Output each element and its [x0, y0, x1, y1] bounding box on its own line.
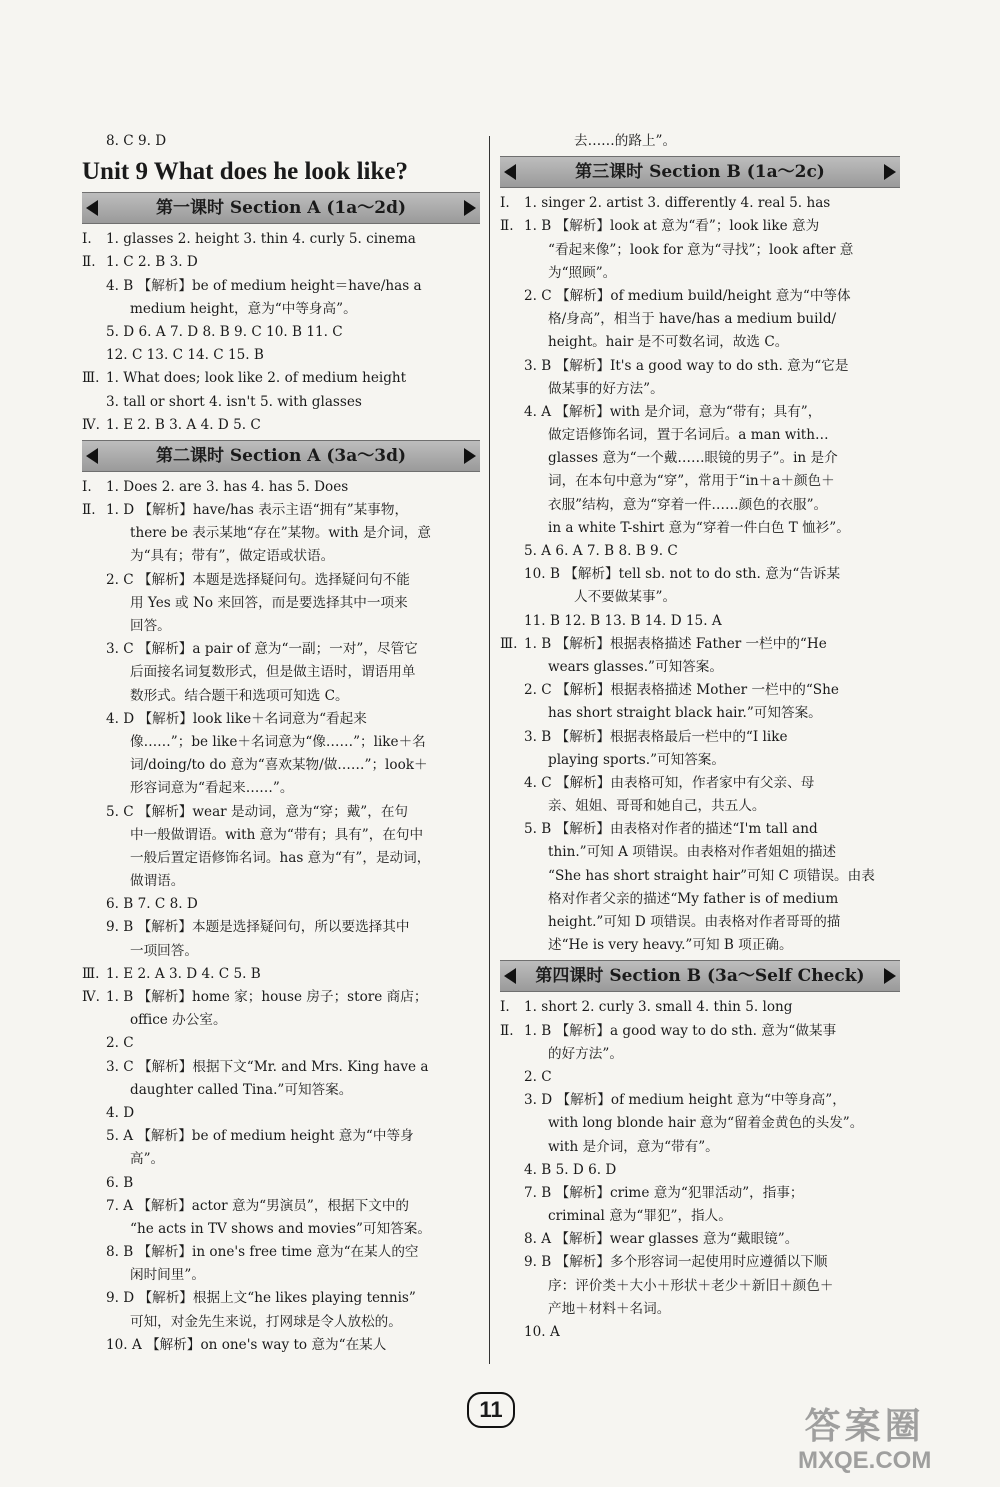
answer-line: 4. B 5. D 6. D [524, 1161, 617, 1178]
answer-line: in a white T-shirt 意为“穿着一件白色 T 恤衫”。 [548, 519, 850, 536]
answer-line: 2. C 【解析】根据表格描述 Mother 一栏中的“She [524, 682, 839, 699]
watermark-url: MXQE.COM [798, 1447, 932, 1474]
answer-line: 述“He is very heavy.”可知 B 项正确。 [548, 937, 793, 954]
answer-line: 2. C [106, 1035, 134, 1052]
answer-line: criminal 意为“罪犯”，指人。 [548, 1208, 732, 1225]
arrow-left-icon [504, 164, 516, 180]
answer-line: height.”可知 D 项错误。由表格对作者哥哥的描 [548, 914, 841, 930]
lesson-banner-label: 第二课时 Section A (3a～3d) [155, 445, 407, 466]
answer-line: 做谓语。 [130, 873, 185, 890]
answer-line: 词/doing/to do 意为“喜欢某物/做……”；look＋ [130, 757, 428, 774]
answer-line: 4. D [106, 1104, 135, 1121]
answer-line: with 是介词，意为“带有”。 [548, 1138, 719, 1155]
section-marker: Ⅰ. [82, 231, 92, 248]
answer-line: thin.”可知 A 项错误。由表格对作者姐姐的描述 [548, 844, 837, 861]
answer-line: “he acts in TV shows and movies”可知答案。 [130, 1220, 431, 1237]
answer-line: Ⅱ. 1. C 2. B 3. D [82, 251, 480, 274]
watermark-logo-text: 答案圈 [804, 1405, 925, 1446]
answer-line: 5. A 【解析】be of medium height 意为“中等身 [106, 1128, 414, 1145]
answer-line: Ⅲ. 1. What does; look like 2. of medium height [82, 367, 480, 390]
answer-line: Ⅳ. 1. B 【解析】home 家；house 房子；store 商店； [82, 986, 480, 1009]
lesson-banner-label: 第四课时 Section B (3a～Self Check) [535, 966, 865, 987]
right-column [500, 130, 900, 1344]
section-marker: Ⅲ. [82, 370, 100, 387]
answer-line: 衣服”结构，意为“穿着一件……颜色的衣服”。 [548, 496, 828, 513]
answer-line: 用 Yes 或 No 来回答，而是要选择其中一项来 [130, 594, 408, 611]
answer-line: office 办公室。 [130, 1012, 227, 1029]
answer-line: 8. A 【解析】wear glasses 意为“戴眼镜”。 [524, 1231, 799, 1248]
section-marker: Ⅱ. [82, 502, 96, 519]
answer-line: 5. D 6. A 7. D 8. B 9. C 10. B 11. C [106, 323, 343, 340]
section-marker: Ⅳ. [82, 416, 100, 433]
answer-line: 3. B 【解析】根据表格最后一栏中的“I like [524, 728, 788, 745]
answer-line: 7. B 【解析】crime 意为“犯罪活动”，指事； [524, 1184, 804, 1201]
answer-line: 中一般做谓语。with 意为“带有；具有”，在句中 [130, 826, 424, 843]
answer-line: 做某事的好方法”。 [548, 380, 664, 397]
lesson-banner-label: 第三课时 Section B (1a～2c) [575, 162, 825, 183]
answer-line: 9. B 【解析】本题是选择疑问句，所以要选择其中 [106, 919, 410, 936]
section-marker: Ⅱ. [82, 254, 96, 271]
answer-line: Ⅱ. 1. D 【解析】have/has 表示主语“拥有”某事物， [82, 499, 480, 522]
answer-line: 高”。 [130, 1151, 165, 1168]
answer-line: 3. C 【解析】a pair of 意为“一副；一对”，尽管它 [106, 641, 418, 658]
section-marker: Ⅰ. [500, 999, 510, 1016]
answer-line: 6. B 7. C 8. D [106, 896, 198, 913]
section-marker: Ⅲ. [82, 965, 100, 982]
answer-line: 4. D 【解析】look like＋名词意为“看起来 [106, 710, 367, 727]
answer-line: 8. B 【解析】in one's free time 意为“在某人的空 [106, 1244, 419, 1261]
answer-line: 5. A 6. A 7. B 8. B 9. C [524, 543, 678, 559]
answer-line: there be 表示某地“存在”某物。with 是介词，意 [130, 525, 431, 542]
answer-line: has short straight black hair.”可知答案。 [548, 705, 822, 722]
answer-line: 5. B 【解析】由表格对作者的描述“I'm tall and [524, 821, 818, 838]
answer-line: Ⅲ. 1. B 【解析】根据表格描述 Father 一栏中的“He [500, 633, 900, 656]
lesson-banner-3 [500, 156, 900, 188]
answer-line: Ⅱ. 1. B 【解析】look at 意为“看”；look like 意为 [500, 215, 900, 238]
column-divider [489, 136, 490, 1364]
answer-line: Ⅰ. 1. singer 2. artist 3. differently 4. real 5. has [500, 192, 900, 215]
section-marker: Ⅲ. [500, 635, 518, 652]
answer-line: 做定语修饰名词，置于名词后。a man with… [548, 427, 829, 444]
answer-line: 2. C 【解析】本题是选择疑问句。选择疑问句不能 [106, 571, 410, 588]
answer-line: 一项回答。 [130, 942, 198, 959]
answer-line: “She has short straight hair”可知 C 项错误。由表 [548, 867, 875, 884]
answer-line: 10. B 【解析】tell sb. not to do sth. 意为“告诉某 [524, 566, 841, 583]
answer-line: 3. C 【解析】根据下文“Mr. and Mrs. King have a [106, 1058, 429, 1075]
answer-line: Ⅱ. 1. B 【解析】a good way to do sth. 意为“做某事 [500, 1020, 900, 1043]
arrow-left-icon [86, 448, 98, 464]
section-marker: Ⅱ. [500, 218, 514, 235]
answer-line: 4. B 【解析】be of medium height＝have/has a [106, 277, 422, 294]
answer-line: 3. D 【解析】of medium height 意为“中等身高”， [524, 1092, 846, 1109]
answer-line: 后面接名词复数形式，但是做主语时，谓语用单 [130, 664, 416, 681]
arrow-right-icon [464, 448, 476, 464]
answer-line: 9. D 【解析】根据上文“he likes playing tennis” [106, 1290, 416, 1307]
answer-line: 序：评价类＋大小＋形状＋老少＋新旧＋颜色＋ [548, 1277, 834, 1294]
arrow-left-icon [86, 200, 98, 216]
answer-line: 闲时间里”。 [130, 1267, 205, 1284]
answer-line: 2. C 【解析】of medium build/height 意为“中等体 [524, 287, 851, 304]
answer-line: 7. A 【解析】actor 意为“男演员”，根据下文中的 [106, 1197, 410, 1214]
answer-line: 人不要做某事”。 [574, 589, 677, 606]
answer-line: Ⅰ. 1. Does 2. are 3. has 4. has 5. Does [82, 476, 480, 499]
answer-line: 像……”；be like＋名词意为“像……”；like＋名 [130, 733, 426, 750]
answer-line: playing sports.”可知答案。 [548, 751, 725, 768]
answer-line: Ⅲ. 1. E 2. A 3. D 4. C 5. B [82, 963, 480, 986]
arrow-right-icon [884, 968, 896, 984]
section-marker: Ⅱ. [500, 1022, 514, 1039]
answer-line: 一般后置定语修饰名词。has 意为“有”，是动词， [130, 849, 431, 866]
answer-line: 2. C [524, 1068, 552, 1085]
answer-line: 4. C 【解析】由表格可知，作者家中有父亲、母 [524, 774, 815, 791]
left-column [82, 130, 480, 1357]
answer-line: Ⅰ. 1. short 2. curly 3. small 4. thin 5. long [500, 996, 900, 1019]
answer-line: 8. C 9. D [106, 133, 167, 149]
answer-line: height。hair 是不可数名词，故选 C。 [548, 334, 789, 351]
answer-line: 为“照顾”。 [548, 264, 617, 281]
answer-line: 5. C 【解析】wear 是动词，意为“穿；戴”，在句 [106, 803, 409, 820]
answer-line: 6. B [106, 1174, 134, 1191]
answer-line: 词，在本句中意为“穿”，常用于“in＋a＋颜色＋ [548, 473, 835, 490]
answer-line: 3. B 【解析】It's a good way to do sth. 意为“它是 [524, 357, 849, 374]
lesson-banner-label: 第一课时 Section A (1a～2d) [155, 198, 407, 219]
page-number: 11 [467, 1392, 515, 1428]
lesson-banner-4 [500, 960, 900, 992]
answer-line: 去……的路上”。 [574, 133, 677, 149]
answer-line: 为“具有；带有”，做定语或状语。 [130, 548, 335, 565]
answer-line: 4. A 【解析】with 是介词，意为“带有；具有”， [524, 403, 822, 420]
answer-line: 10. A [524, 1324, 560, 1340]
answer-line: “看起来像”；look for 意为“寻找”；look after 意 [548, 241, 854, 258]
answer-line: 产地＋材料＋名词。 [548, 1300, 671, 1317]
section-marker: Ⅰ. [500, 195, 510, 212]
arrow-left-icon [504, 968, 516, 984]
answer-line: 格对作者父亲的描述“My father is of medium [548, 890, 839, 907]
answer-line: 数形式。结合题干和选项可知选 C。 [130, 687, 349, 704]
answer-line: 10. A 【解析】on one's way to 意为“在某人 [106, 1336, 387, 1353]
answer-line: 形容词意为“看起来……”。 [130, 780, 294, 797]
answer-line: 12. C 13. C 14. C 15. B [106, 347, 264, 364]
answer-line: daughter called Tina.”可知答案。 [130, 1081, 353, 1098]
answer-line: Ⅳ. 1. E 2. B 3. A 4. D 5. C [82, 414, 480, 437]
answer-line: 格/身高”，相当于 have/has a medium build/ [548, 311, 837, 328]
unit-title: Unit 9 What does he look like? [82, 158, 408, 186]
answer-line: with long blonde hair 意为“留着金黄色的头发”。 [548, 1115, 864, 1132]
answer-line: 的好方法”。 [548, 1045, 623, 1062]
section-marker: Ⅰ. [82, 478, 92, 495]
section-marker: Ⅳ. [82, 989, 100, 1005]
lesson-banner-2 [82, 440, 480, 472]
lesson-banner-1 [82, 192, 480, 224]
arrow-right-icon [884, 164, 896, 180]
answer-line: glasses 意为“一个戴……眼镜的男子”。in 是介 [548, 450, 838, 467]
answer-line: Ⅰ. 1. glasses 2. height 3. thin 4. curly 5. cinema [82, 228, 480, 251]
answer-line: medium height，意为“中等身高”。 [130, 300, 357, 317]
answer-line: wears glasses.”可知答案。 [548, 658, 723, 675]
answer-line: 3. tall or short 4. isn't 5. with glasses [106, 393, 362, 410]
site-watermark [798, 1398, 931, 1475]
answer-line: 可知，对金先生来说，打网球是令人放松的。 [130, 1313, 402, 1330]
answer-line: 11. B 12. B 13. B 14. D 15. A [524, 612, 722, 629]
answer-line: 亲、姐姐、哥哥和她自己，共五人。 [548, 798, 766, 815]
answer-line: 回答。 [130, 618, 171, 634]
arrow-right-icon [464, 200, 476, 216]
answer-line: 9. B 【解析】多个形容词一起使用时应遵循以下顺 [524, 1254, 828, 1271]
